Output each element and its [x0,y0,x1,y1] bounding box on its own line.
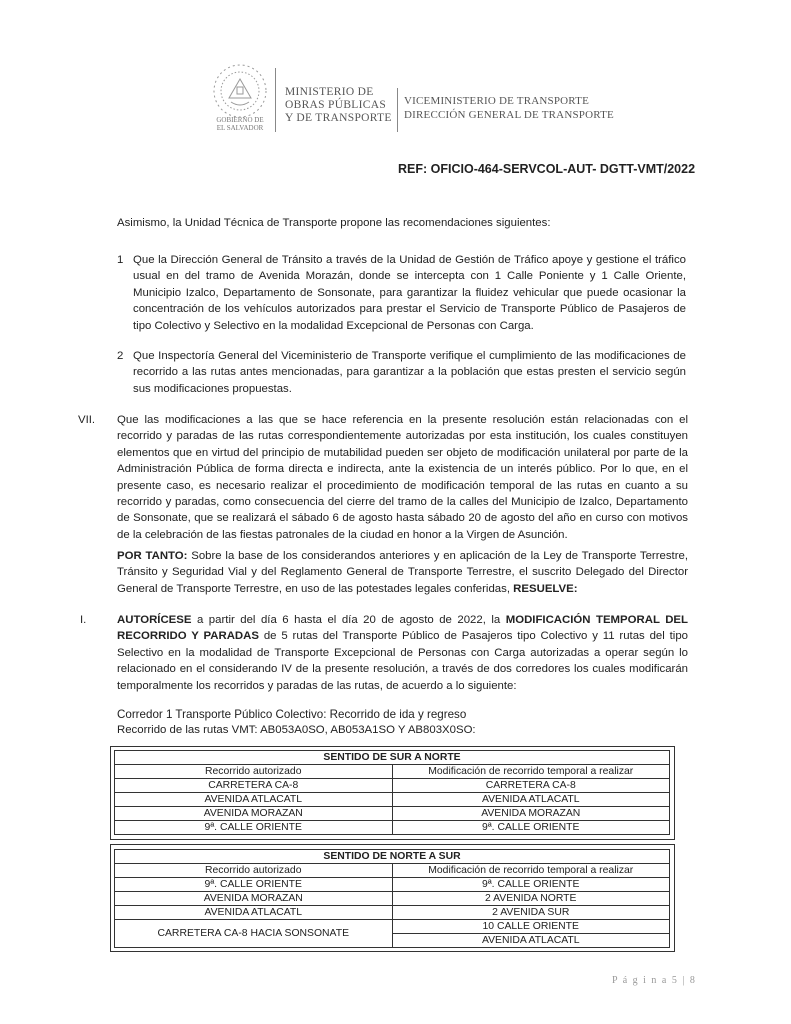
corridor-routes: Recorrido de las rutas VMT: AB053A0SO, AB053A1SO Y AB803X0SO: [117,724,476,736]
header-divider-2 [397,88,398,132]
gov-caption-line2: EL SALVADOR [216,124,264,132]
reference-number: REF: OFICIO-464-SERVCOL-AUT- DGTT-VMT/2022 [398,162,696,176]
government-caption [205,116,275,132]
table-sur-a-norte [114,750,670,835]
ministry-name [285,86,392,125]
section-vii-number: VII. [78,414,96,426]
vice-line2: DIRECCIÓN GENERAL DE TRANSPORTE [404,109,614,121]
resolution-i-lead: AUTORÍCESE [117,614,192,626]
table-cell: 9ª. CALLE ORIENTE [115,821,393,835]
table-cell: 2 AVENIDA NORTE [392,892,670,906]
table-cell: 9ª. CALLE ORIENTE [115,878,393,892]
table-norte-a-sur [114,849,670,948]
table-row [115,821,670,835]
recommendation-number-2: 2 [117,350,124,362]
table-row [115,906,670,920]
recommendation-1-text: Que la Dirección General de Tránsito a través de la Unidad de Gestión de Tráfico apoye y gestione el tráfico usual en del tramo de Avenida Morazán, donde se intercepta con 1 Calle Poniente y 1 Calle Oriente, Municipio Izalco, Departamento de Sonsonate, para garantizar la fluidez vehicular que puede ocasionar la concentración de los vehículos autorizados para prestar el Servicio de Transporte Público de Pasajeros de tipo Colectivo y Selectivo en la modalidad Excepcional de Personas con Carga. [133,254,686,332]
table-row [115,779,670,793]
table-cell: AVENIDA ATLACATL [115,906,393,920]
header-divider [275,68,276,132]
table-cell: AVENIDA ATLACATL [392,934,670,948]
ministry-line1: MINISTERIO DE [285,86,374,98]
por-tanto-lead: POR TANTO: [117,550,188,562]
intro-paragraph: Asimismo, la Unidad Técnica de Transporte propone las recomendaciones siguientes: [117,217,551,229]
table-cell: CARRETERA CA-8 [392,779,670,793]
table-row [115,892,670,906]
corridor-title: Corredor 1 Transporte Público Colectivo: Recorrido de ida y regreso [117,708,467,721]
ministry-line3: Y DE TRANSPORTE [285,112,392,124]
vice-line1: VICEMINISTERIO DE TRANSPORTE [404,95,590,107]
table-row [115,807,670,821]
table-cell: AVENIDA ATLACATL [115,793,393,807]
gov-caption-line1: GOBIERNO DE [216,116,264,124]
table-2-title: SENTIDO DE NORTE A SUR [115,850,670,864]
recommendation-number-1: 1 [117,254,124,266]
recommendation-2-text: Que Inspectoría General del Viceministerio de Transporte verifique el cumplimiento de las modificaciones de recorrido a las rutas antes mencionadas, para garantizar a la población que estas presten el servicio según sus modificaciones propuestas. [133,350,686,395]
por-tanto-text: Sobre la base de los considerandos anteriores y en aplicación de la Ley de Transporte Terrestre, Tránsito y Seguridad Vial y del Reglamento General de Transporte Terrestre, el suscrito Delegado del Director General de Transporte Terrestre, en uso de las potestades legales conferidas, [117,550,688,595]
section-vii-text: Que las modificaciones a las que se hace referencia en la presente resolución están relacionadas con el recorrido y paradas de las rutas correspondientemente autorizadas por esta institución, los cuales constituyen elementos que en virtud del principio de mutabilidad pueden ser objeto de modificación unilateral por parte de la Administración Pública de forma directa e indirecta, ante la existencia de un interés público. Por lo que, en el presente caso, es necesario realizar el procedimiento de modificación temporal de las rutas en cuanto a su recorrido y paradas, como consecuencia del cierre del tramo de la calles del Municipio de Izalco, Departamento de Sonsonate, que se realizará el sábado 6 de agosto hasta sábado 20 de agosto del año en curso con motivos de la celebración de las fiestas patronales de la ciudad en honor a la Virgen de Asunción. [117,414,688,541]
page-number: P á g i n a 5 | 8 [612,975,697,986]
vice-ministry-name [404,94,614,122]
table-row [115,920,670,934]
table-1-col2-header: Modificación de recorrido temporal a realizar [392,765,670,779]
table-cell: 10 CALLE ORIENTE [392,920,670,934]
resolution-i-bold: MODIFICACIÓN TEMPORAL DEL RECORRIDO Y PARADAS [117,614,688,643]
resolution-i-text [117,612,688,694]
table-cell: 9ª. CALLE ORIENTE [392,821,670,835]
resolution-i-number: I. [80,614,87,626]
resolution-i-text2: de 5 rutas del Transporte Público de Pasajeros tipo Colectivo y 11 rutas del tipo Selectivo en la modalidad de Transporte Excepcional de Personas con Carga autorizadas a operar según lo relacionado en el considerando IV de la presente resolución, a través de dos corredores los cuales modificarán temporalmente los recorridos y paradas de las rutas, de acuerdo a lo siguiente: [117,630,689,692]
table-cell: AVENIDA MORAZAN [115,892,393,906]
coat-of-arms-icon [211,62,269,120]
table-cell: 2 AVENIDA SUR [392,906,670,920]
table-cell-merged: CARRETERA CA-8 HACIA SONSONATE [115,920,393,948]
table-2-col1-header: Recorrido autorizado [115,864,393,878]
table-cell: AVENIDA MORAZAN [115,807,393,821]
table-cell: 9ª. CALLE ORIENTE [392,878,670,892]
table-1-title: SENTIDO DE SUR A NORTE [115,751,670,765]
table-row [115,793,670,807]
por-tanto-paragraph [117,548,688,597]
table-2-col2-header: Modificación de recorrido temporal a realizar [392,864,670,878]
ministry-line2: OBRAS PÚBLICAS [285,99,387,111]
table-1-col1-header: Recorrido autorizado [115,765,393,779]
table-row [115,878,670,892]
table-cell: CARRETERA CA-8 [115,779,393,793]
resuelve-label: RESUELVE: [513,582,578,595]
table-cell: AVENIDA MORAZAN [392,807,670,821]
table-cell: AVENIDA ATLACATL [392,793,670,807]
letterhead [205,62,635,140]
resolution-i-text1: a partir del día 6 hasta el día 20 de agosto de 2022, la [191,614,506,626]
